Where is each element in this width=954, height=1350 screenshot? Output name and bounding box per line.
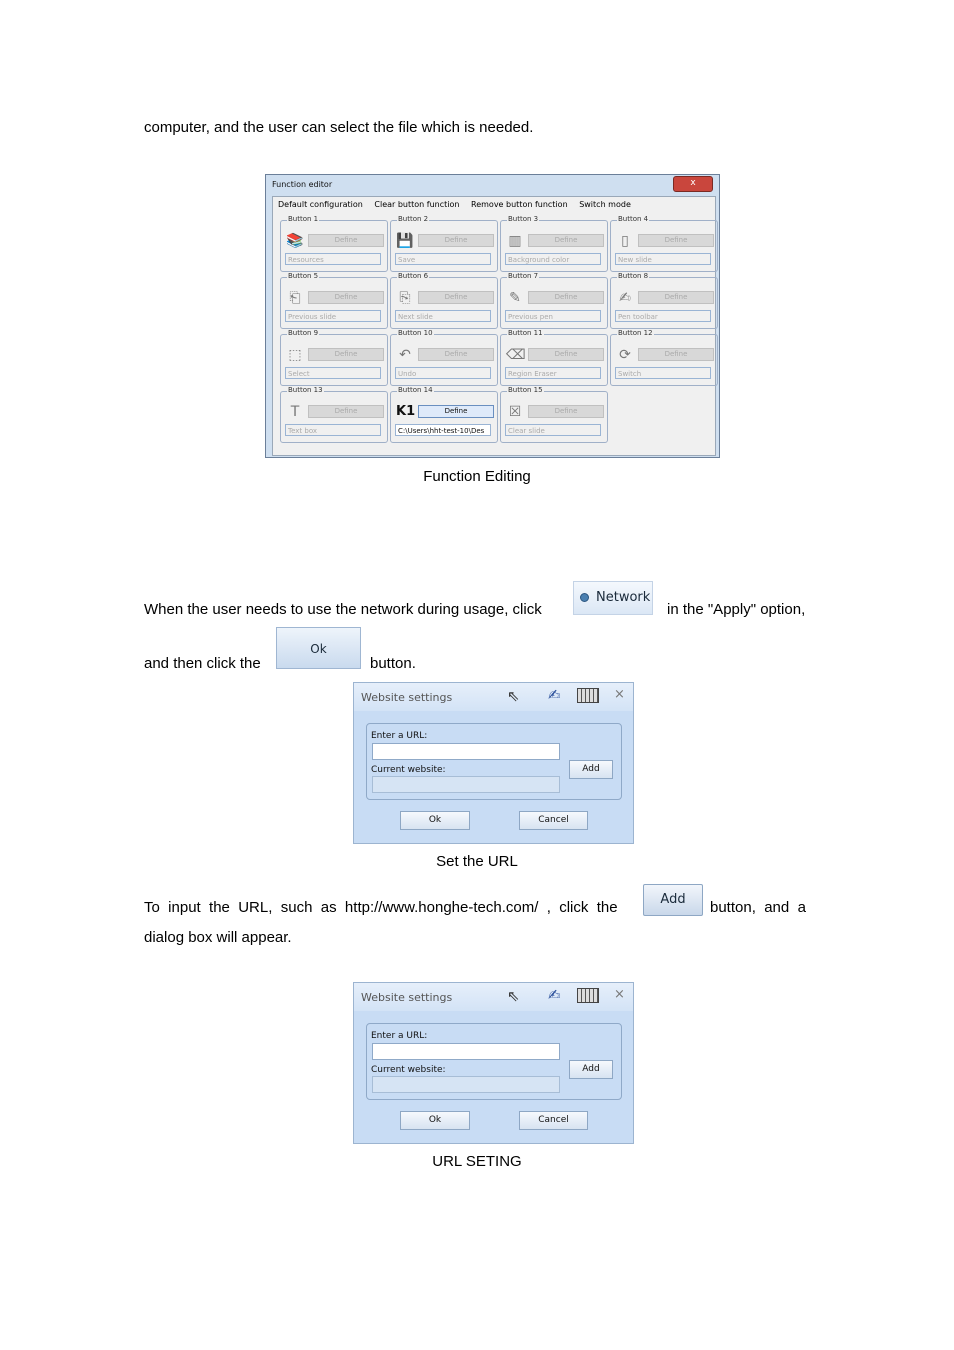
- color-page-icon: ▥: [508, 233, 522, 249]
- function-field: Background color: [505, 253, 601, 265]
- url-instruction-text: To input the URL, such as http://www.honghe-tech.com/ , click the: [144, 899, 618, 916]
- function-field: Next slide: [395, 310, 491, 322]
- ok-text-after: button.: [370, 655, 416, 672]
- button-group-9: [280, 329, 388, 386]
- url-input[interactable]: [372, 1043, 560, 1060]
- button-group-label: Button 12: [618, 329, 653, 337]
- function-field: Region Eraser: [505, 367, 601, 379]
- cancel-button[interactable]: Cancel: [519, 1111, 588, 1130]
- network-text-before: When the user needs to use the network during usage, click: [144, 601, 542, 618]
- button-group-label: Button 6: [398, 272, 429, 280]
- define-button[interactable]: Define: [528, 234, 604, 247]
- function-editor-body: [272, 196, 716, 456]
- button-group-label: Button 5: [288, 272, 319, 280]
- dialog-appear-text: dialog box will appear.: [144, 929, 292, 946]
- keyboard-icon[interactable]: [577, 688, 599, 703]
- add-button[interactable]: Add: [569, 760, 613, 779]
- keyboard-icon[interactable]: [577, 988, 599, 1003]
- select-icon: ⬚: [288, 347, 302, 363]
- ok-text-before: and then click the: [144, 655, 261, 672]
- button-group-11: [500, 329, 608, 386]
- cancel-button[interactable]: Cancel: [519, 811, 588, 830]
- function-field: C:\Users\hht-test-10\Des: [395, 424, 491, 436]
- button-group-label: Button 1: [288, 215, 319, 223]
- close-icon[interactable]: ×: [614, 987, 625, 1002]
- close-icon[interactable]: ×: [614, 687, 625, 702]
- textbox-icon: T: [290, 404, 300, 420]
- function-field: Select: [285, 367, 381, 379]
- button-group-10: [390, 329, 498, 386]
- cursor-icon: ⇖: [507, 687, 520, 705]
- new-page-icon: ▯: [621, 233, 629, 249]
- button-group-label: Button 3: [508, 215, 539, 223]
- define-button[interactable]: Define: [308, 234, 384, 247]
- network-label: Network: [596, 590, 651, 605]
- button-group-5: [280, 272, 388, 329]
- function-field: Undo: [395, 367, 491, 379]
- button-group-7: [500, 272, 608, 329]
- define-button[interactable]: Define: [638, 348, 714, 361]
- caption-set-url: Set the URL: [436, 853, 518, 870]
- undo-icon: ↶: [399, 347, 411, 363]
- website-settings-dialog: [353, 682, 634, 844]
- button-group-label: Button 11: [508, 329, 543, 337]
- prev-page-icon: ⎗: [289, 290, 301, 306]
- current-website-label: Current website:: [371, 765, 446, 775]
- caption-function-editing: Function Editing: [423, 468, 531, 485]
- url-instruction-after: button, and a: [710, 899, 806, 916]
- network-text-after: in the "Apply" option,: [667, 601, 806, 618]
- button-group-label: Button 2: [398, 215, 429, 223]
- switch-icon: ⟳: [619, 347, 631, 363]
- button-group-label: Button 9: [288, 329, 319, 337]
- k1-icon: K1: [396, 404, 416, 419]
- button-group-label: Button 8: [618, 272, 649, 280]
- current-website-label: Current website:: [371, 1065, 446, 1075]
- button-group-6: [390, 272, 498, 329]
- button-group-label: Button 7: [508, 272, 539, 280]
- button-group-15: [500, 386, 608, 443]
- add-inline-button[interactable]: Add: [643, 884, 703, 916]
- handwriting-icon[interactable]: ✍: [548, 986, 561, 1004]
- button-group-12: [610, 329, 718, 386]
- button-group-8: [610, 272, 718, 329]
- button-group-3: [500, 215, 608, 272]
- button-group-2: [390, 215, 498, 272]
- button-group-label: Button 15: [508, 386, 543, 394]
- define-button[interactable]: Define: [418, 405, 494, 418]
- function-editor-window: [265, 174, 720, 458]
- button-group-4: [610, 215, 718, 272]
- ok-button[interactable]: Ok: [400, 811, 470, 830]
- function-field: Text box: [285, 424, 381, 436]
- button-group-label: Button 10: [398, 329, 433, 337]
- define-button[interactable]: Define: [528, 405, 604, 418]
- button-group-13: [280, 386, 388, 443]
- window-title: Function editor: [272, 180, 333, 189]
- network-option[interactable]: [573, 581, 653, 615]
- button-group-label: Button 14: [398, 386, 433, 394]
- function-field: New slide: [615, 253, 711, 265]
- close-button[interactable]: x: [673, 176, 713, 192]
- enter-url-label: Enter a URL:: [371, 731, 428, 741]
- current-website-field: [372, 776, 560, 793]
- current-website-field: [372, 1076, 560, 1093]
- books-icon: 📚: [286, 233, 304, 249]
- website-settings-dialog-2: [353, 982, 634, 1144]
- button-group-label: Button 13: [288, 386, 323, 394]
- define-button[interactable]: Define: [308, 348, 384, 361]
- pen-toolbar-icon: ✍: [619, 290, 631, 306]
- define-button[interactable]: Define: [308, 405, 384, 418]
- url-input[interactable]: [372, 743, 560, 760]
- floppy-icon: 💾: [396, 233, 414, 249]
- ok-inline-button[interactable]: Ok: [276, 627, 361, 669]
- enter-url-label: Enter a URL:: [371, 1031, 428, 1041]
- intro-text: computer, and the user can select the file which is needed.: [144, 119, 534, 136]
- define-button[interactable]: Define: [308, 291, 384, 304]
- dialog-title: Website settings: [361, 691, 453, 704]
- radio-icon: [580, 593, 589, 602]
- define-button[interactable]: Define: [418, 234, 494, 247]
- add-button[interactable]: Add: [569, 1060, 613, 1079]
- dialog-title: Website settings: [361, 991, 453, 1004]
- define-button[interactable]: Define: [638, 291, 714, 304]
- pen-icon: ✎: [509, 290, 521, 306]
- ok-button[interactable]: Ok: [400, 1111, 470, 1130]
- button-group-label: Button 4: [618, 215, 649, 223]
- define-button[interactable]: Define: [638, 234, 714, 247]
- function-field: Save: [395, 253, 491, 265]
- define-button[interactable]: Define: [418, 348, 494, 361]
- function-field: Pen toolbar: [615, 310, 711, 322]
- function-field: Previous slide: [285, 310, 381, 322]
- menu-remove-button-function[interactable]: Remove button function: [471, 200, 568, 209]
- define-button[interactable]: Define: [528, 291, 604, 304]
- define-button[interactable]: Define: [418, 291, 494, 304]
- menu-clear-button-function[interactable]: Clear button function: [374, 200, 460, 209]
- button-group-1: [280, 215, 388, 272]
- next-page-icon: ⎘: [399, 290, 411, 306]
- function-field: Clear slide: [505, 424, 601, 436]
- menu-bar: [278, 200, 640, 209]
- function-field: Switch: [615, 367, 711, 379]
- function-field: Resources: [285, 253, 381, 265]
- cursor-icon: ⇖: [507, 987, 520, 1005]
- menu-default-configuration[interactable]: Default configuration: [278, 200, 363, 209]
- caption-url-setting: URL SETING: [432, 1153, 522, 1170]
- handwriting-icon[interactable]: ✍: [548, 686, 561, 704]
- eraser-icon: ⌫: [506, 347, 526, 363]
- function-field: Previous pen: [505, 310, 601, 322]
- menu-switch-mode[interactable]: Switch mode: [579, 200, 631, 209]
- button-group-14: [390, 386, 498, 443]
- clear-icon: ☒: [508, 404, 522, 420]
- define-button[interactable]: Define: [528, 348, 604, 361]
